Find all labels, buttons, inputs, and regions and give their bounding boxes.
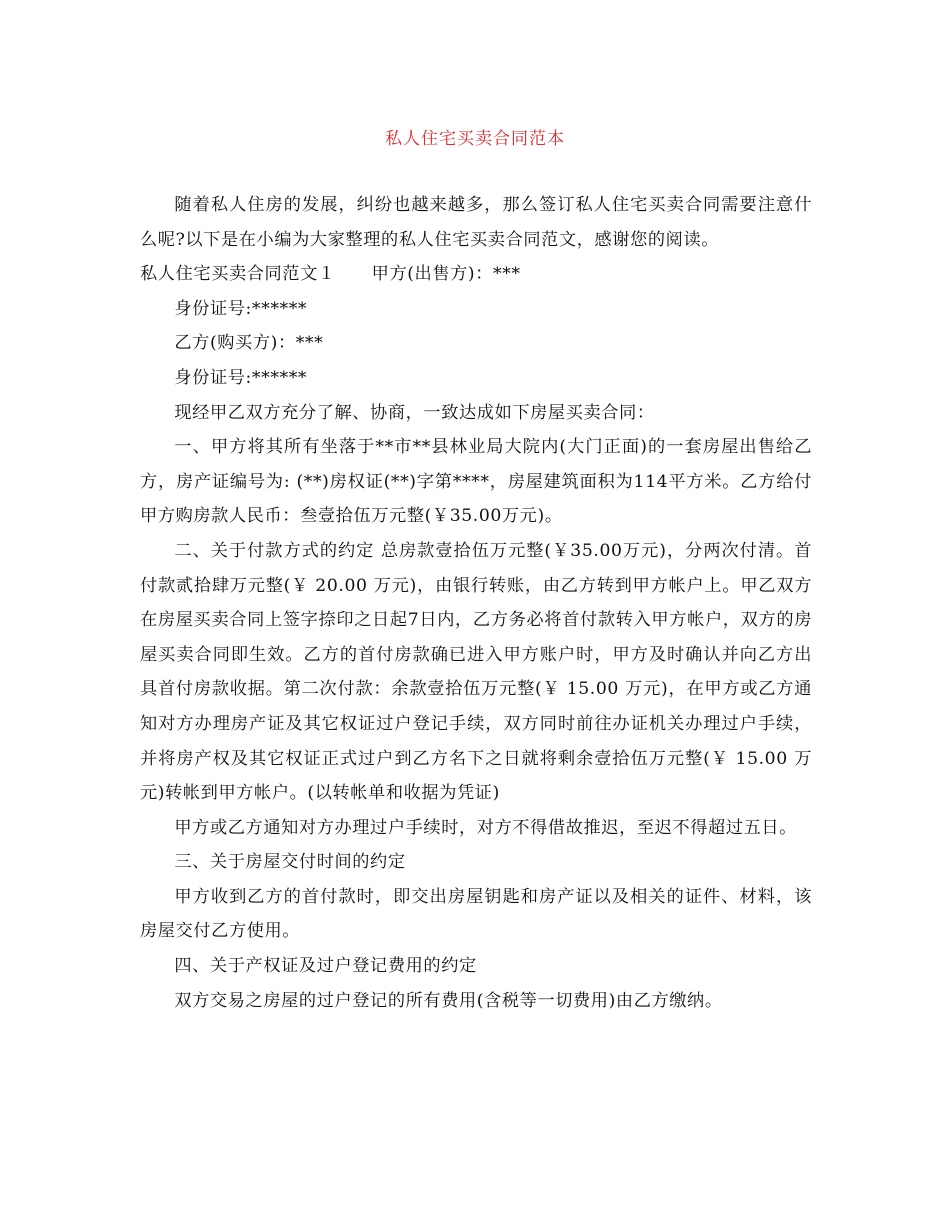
id-b-line: 身份证号:****** xyxy=(174,367,308,388)
clause-4-heading: 四、关于产权证及过户登记费用的约定 xyxy=(174,956,477,977)
clause-3-heading: 三、关于房屋交付时间的约定 xyxy=(174,852,406,873)
party-b-line: 乙方(购买方)：*** xyxy=(174,333,324,354)
clause-2-paragraph: 二、关于付款方式的约定 总房款壹拾伍万元整(￥35.00万元)，分两次付清。首付款贰拾肆万元整(￥ 20.00 万元)，由银行转账，由乙方转到甲方帐户上。甲乙双方在房屋买卖合同上签字捺印之日起7日内，乙方务必将首付款转入甲方帐户，双方的房屋买卖合同即生效。乙方的首付房款确已进入甲方账户时，甲方及时确认并向乙方出具首付房款收据。第二次付款：余款壹拾伍万元整(￥ 15.00 万元)，在甲方或乙方通知对方办理房产证及其它权证过户登记手续，双方同时前往办证机关办理过户手续，并将房产权及其它权证正式过户到乙方名下之日就将剩余壹拾伍万元整(￥ 15.00 万元)转帐到甲方帐户。(以转帐单和收据为凭证) xyxy=(140,540,812,804)
clause-1-paragraph: 一、甲方将其所有坐落于**市**县林业局大院内(大门正面)的一套房屋出售给乙方，房产证编号为: (**)房权证(**)字第****，房屋建筑面积为114平方米。乙方给付甲方购房款人民币：叁壹拾伍万元整(￥35.00万元)。 xyxy=(140,437,812,527)
document-title: 私人住宅买卖合同范本 xyxy=(385,129,565,149)
clause-3-paragraph: 甲方收到乙方的首付款时，即交出房屋钥匙和房产证以及相关的证件、材料，该房屋交付乙方使用。 xyxy=(140,886,812,942)
intro-paragraph: 随着私人住房的发展，纠纷也越来越多，那么签订私人住宅买卖合同需要注意什么呢?以下是在小编为大家整理的私人住宅买卖合同范文，感谢您的阅读。 xyxy=(140,195,812,250)
clause-4-paragraph: 双方交易之房屋的过户登记的所有费用(含税等一切费用)由乙方缴纳。 xyxy=(174,990,723,1011)
clause-2-note-paragraph: 甲方或乙方通知对方办理过户手续时，对方不得借故推迟，至迟不得超过五日。 xyxy=(174,817,797,838)
sample-label: 私人住宅买卖合同范文１ xyxy=(140,264,336,285)
preamble-paragraph: 现经甲乙双方充分了解、协商，一致达成如下房屋买卖合同： xyxy=(174,402,655,423)
sample-heading-line xyxy=(140,257,812,292)
id-a-line: 身份证号:****** xyxy=(174,298,308,319)
party-a-line: 甲方(出售方)：*** xyxy=(371,264,521,285)
document-body xyxy=(140,188,812,1018)
